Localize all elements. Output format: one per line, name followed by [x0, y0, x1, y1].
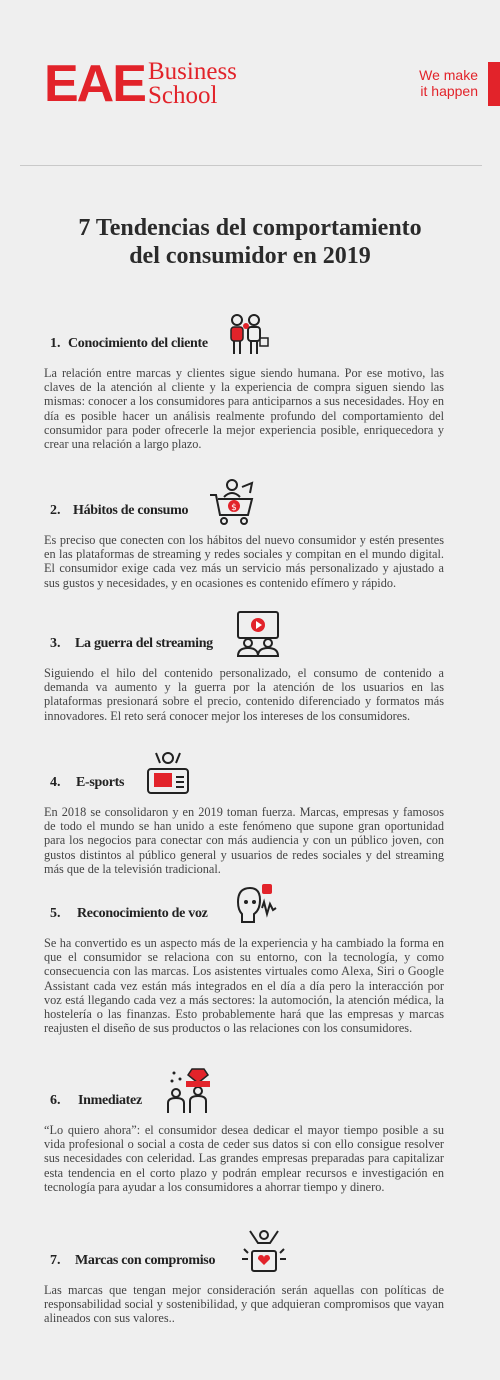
tagline-line1: We make: [419, 67, 478, 83]
logo-line2: School: [148, 82, 218, 109]
voice-recognition-icon: [232, 880, 280, 928]
section-3: [44, 608, 444, 723]
section-text: Es preciso que conecten con los hábitos del nuevo consumidor y estén presentes en las plataformas de streaming y redes sociales y compitan en el mundo digital. El consumidor exige cada vez más un servicio más personalizado y ajustado a sus gustos y necesidades, y en ocasiones es contenido efímero y rápido.: [44, 533, 444, 590]
section-title: Hábitos de consumo: [73, 503, 189, 518]
svg-text:$: $: [231, 503, 237, 513]
section-5: [44, 878, 444, 1035]
section-title: La guerra del streaming: [75, 636, 213, 651]
section-number: 1.: [50, 336, 61, 351]
section-title: Inmediatez: [78, 1093, 142, 1108]
section-7: [44, 1225, 444, 1326]
section-text: Siguiendo el hilo del contenido personalizado, el consumo de contenido a demanda va aumento y la guerra por la atención de los usuarios en las plataformas presionará sobre el precio, contenido diferenciado y formatos más innovadores. El reto será conocer mejor los intereses de los consumidores.: [44, 666, 444, 723]
section-title: Marcas con compromiso: [75, 1253, 216, 1268]
section-number: 7.: [50, 1253, 61, 1268]
section-title: Conocimiento del cliente: [68, 336, 208, 351]
esports-icon: [144, 749, 192, 797]
section-1: [44, 308, 444, 451]
section-text: Se ha convertido es un aspecto más de la experiencia y ha cambiado la forma en que el consumidor se relaciona con su entorno, con la tecnología, y como consecuencia con las marcas. Los asistentes virtuales como Alexa, Siri o Google Assistant cada vez están más integrados en el día a día pero la interacción por voz está llegando cada vez a más sectores: la automoción, la atención médica, la hostelería o las finanzas. Esto probablemente hará que las empresas y marcas reajusten el diseño de sus productos o las relaciones con los consumidores.: [44, 936, 444, 1036]
logo-line1: Business: [148, 58, 237, 85]
section-4: [44, 747, 444, 876]
section-text: La relación entre marcas y clientes sigue siendo humana. Por ese motivo, las claves de la atención al cliente y la experiencia de compra siguen siendo las mismas: conocer a los consumidores para anticiparnos a sus necesidades. Hoy en día es posible hacer un análisis realmente profundo del comportamiento del consumidor para poder ofrecerle la mejor experiencia posible, enriquecedora y crear una relación a largo plazo.: [44, 366, 444, 452]
brand-bar: [488, 62, 500, 106]
shopping-cart-icon: [208, 477, 256, 525]
section-text: “Lo quiero ahora”: el consumidor desea dedicar el mayor tiempo posible a su vida profesional o social a costa de ceder sus datos si con ello consigue resolver sus necesidades con celeridad. Las grandes empresas preparadas para capitalizar esta tendencia en el corto plazo y podrán emplear recursos e investigación en tecnología para ayudar a los consumidores a ahorrar tiempo y dinero.: [44, 1123, 444, 1194]
divider: [20, 165, 482, 166]
commitment-icon: [240, 1227, 288, 1275]
logo-wordmark: [148, 60, 237, 108]
logo-mark: EAE: [44, 55, 145, 113]
section-number: 3.: [50, 636, 61, 651]
section-number: 6.: [50, 1093, 61, 1108]
tagline: [419, 67, 478, 99]
header: [0, 0, 500, 130]
page-title: [30, 214, 470, 270]
section-number: 4.: [50, 775, 61, 790]
streaming-icon: [234, 610, 282, 658]
section-number: 5.: [50, 906, 61, 921]
section-title: Reconocimiento de voz: [77, 906, 208, 921]
title-line2: del consumidor en 2019: [129, 243, 371, 269]
section-6: [44, 1065, 444, 1194]
section-text: Las marcas que tengan mejor consideración serán aquellas con políticas de responsabilidad social y sostenibilidad, y que adquieran compromisos que vayan alineados con sus valores..: [44, 1283, 444, 1326]
section-text: En 2018 se consolidaron y en 2019 toman fuerza. Marcas, empresas y famosos de todo el mundo se han unido a este fenómeno que supone gran oportunidad para los negocios para conectar con más audiencia y con un público joven, con gustos distintos al público general y usuarios de redes sociales y del streaming más que de la televisión tradicional.: [44, 805, 444, 876]
diamond-gift-icon: [164, 1067, 212, 1115]
tagline-line2: it happen: [420, 83, 478, 99]
title-line1: 7 Tendencias del comportamiento: [78, 215, 422, 241]
customer-icon: [222, 310, 270, 358]
section-2: [44, 475, 444, 590]
section-title: E-sports: [76, 775, 125, 790]
section-number: 2.: [50, 503, 61, 518]
